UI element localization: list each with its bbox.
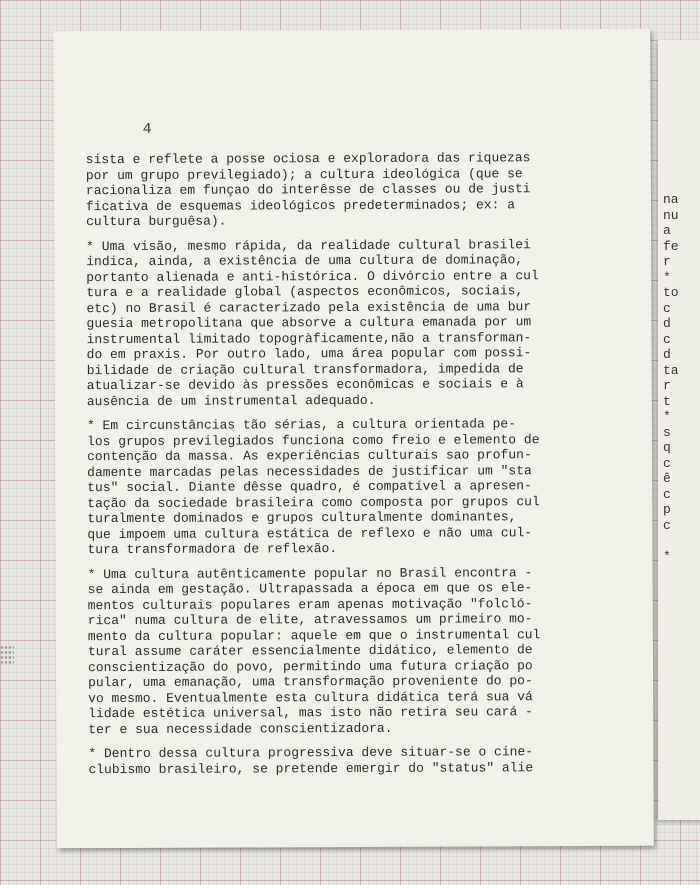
text-line: do em praxis. Por outro lado, uma área popular com possi- [86, 345, 532, 363]
edge-character: r [663, 378, 671, 393]
text-line: rica" numa cultura de elite, atravessamos um primeiro mo- [87, 611, 533, 629]
text-line: ficativa de esquemas ideológicos predeterminados; ex: a [85, 196, 516, 214]
paragraph [87, 416, 643, 558]
text-line: tural assume caráter essencialmente didático, elemento de [87, 642, 533, 660]
text-line: * Em circunstâncias tão sérias, a cultura orientada pe- [86, 416, 517, 434]
paragraph [86, 236, 642, 409]
text-line: se ainda em gestação. Ultrapassada a época em que os ele- [87, 580, 533, 598]
edge-character: p [663, 502, 671, 517]
text-line: * Uma cultura autênticamente popular no Brasil encontra - [87, 564, 533, 582]
edge-character: ê [663, 471, 671, 486]
page-number: 4 [142, 120, 152, 138]
text-line: pular, uma emanação, uma transformação proveniente do po- [88, 673, 533, 691]
text-line: instrumental limitado topogràficamente,não a transforman- [86, 329, 532, 347]
text-line: portanto alienada e anti-histórica. O divórcio entre a cul [86, 267, 539, 285]
text-line: ausência de um instrumental adequado. [86, 392, 376, 409]
edge-character: d [663, 347, 671, 362]
text-line: tação da sociedade brasileira como composta por grupos cul [87, 493, 540, 511]
text-line: racionaliza em funçao do interêsse de classes ou de justi [85, 181, 531, 199]
edge-character: c [663, 517, 671, 533]
text-line: cultura burguêsa). [86, 213, 227, 230]
text-line: conscientização do povo, permitindo uma futura criação po [87, 657, 533, 675]
text-line: tura e a realidade global (aspectos econômicos, sociais, [86, 283, 524, 301]
text-line: clubismo brasileiro, se pretende emergir do "status" alie [88, 759, 534, 777]
text-line: sista e reflete a posse ociosa e exploradora das riquezas [85, 150, 531, 168]
edge-character: na [663, 192, 679, 207]
edge-character [663, 533, 679, 549]
edge-character: * [663, 269, 671, 285]
edge-character: s [663, 424, 671, 440]
paragraph [88, 564, 644, 737]
text-line: turalmente dominados e grupos culturalmente dominantes, [87, 509, 517, 527]
text-line: guesia metropolitana que absorve a cultura emanada por um [86, 314, 532, 332]
text-line: contenção da massa. As experiências culturais sao profun- [87, 447, 532, 465]
text-line: etc) no Brasil é caracterizado pela existência de uma bur [86, 298, 532, 316]
text-line: los grupos previlegiados funciona como freio e elemento de [86, 431, 540, 449]
text-line: mentos culturais populares eram apenas motivação "folcló- [87, 595, 533, 613]
edge-character: nu [663, 207, 679, 223]
text-line: tus" social. Diante dêsse quadro, é compatível a apresen- [87, 478, 532, 496]
body-text [86, 150, 644, 777]
text-line: atualizar-se devido às pressões econômicas e sociais e à [86, 376, 524, 394]
edge-character: c [663, 455, 671, 471]
edge-character: fe [663, 238, 679, 254]
edge-character: d [663, 316, 671, 331]
text-line: lidade estética universal, mas isto não retira seu cará - [88, 704, 533, 722]
text-line: vo mesmo. Eventualmente esta cultura didática terá sua vá [88, 688, 533, 706]
adjacent-page-edge-text [663, 192, 679, 564]
text-line: indica, ainda, a existência de uma cultura de dominação, [86, 252, 524, 270]
edge-character: q [663, 440, 671, 455]
edge-character: a [663, 223, 671, 238]
edge-character: c [663, 486, 671, 502]
text-line: * Dentro dessa cultura progressiva deve situar-se o cine- [88, 744, 534, 762]
edge-character: c [663, 331, 671, 347]
text-line: damente marcadas pelas necessidades de justificar um "sta [87, 462, 532, 480]
edge-character: ta [663, 362, 679, 378]
edge-character: to [663, 285, 679, 300]
text-line: * Uma visão, mesmo rápida, da realidade cultural brasilei [86, 236, 531, 254]
edge-character: r [663, 254, 671, 269]
dot-marks [0, 645, 14, 665]
edge-character: * [663, 548, 671, 564]
paragraph [88, 744, 643, 777]
text-line: que impoem uma cultura estática de reflexo e não uma cul- [87, 524, 533, 542]
edge-character: c [663, 300, 671, 316]
text-line: tura transformadora de reflexão. [87, 541, 338, 558]
document-page [53, 29, 654, 849]
adjacent-page [658, 40, 700, 820]
text-line: ter e sua necessidade conscientizadora. [88, 720, 393, 737]
text-line: por um grupo previlegiado); a cultura ideológica (que se [85, 165, 523, 183]
paragraph [86, 150, 641, 230]
edge-character: * [663, 409, 671, 424]
text-line: bilidade de criação cultural transformadora, impedida de [86, 360, 524, 378]
text-line: mento da cultura popular: aquele em que o instrumental cul [87, 626, 541, 644]
edge-character: t [663, 393, 671, 409]
